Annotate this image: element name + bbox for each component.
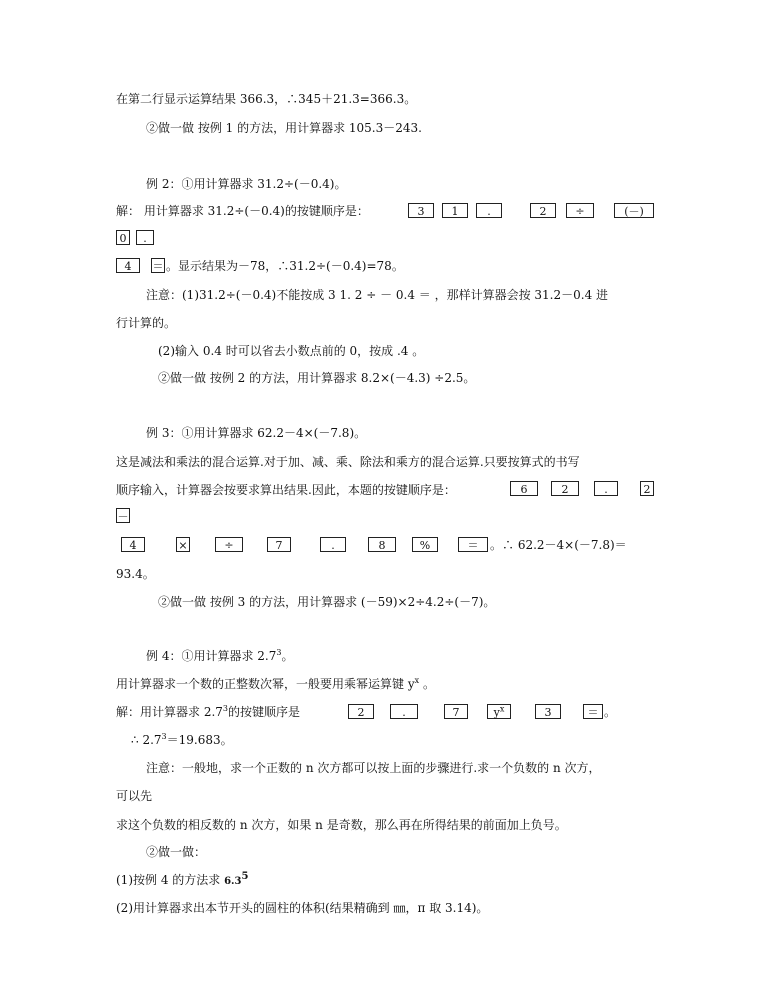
example-heading: 例 3：①用计算器求 62.2－4×(－7.8)。 <box>146 426 367 440</box>
key-1: 1 <box>442 203 468 218</box>
note-line: 注意：一般地，求一个正数的 n 次方都可以按上面的步骤进行.求一个负数的 n 次方， <box>146 761 601 775</box>
text-line: ②做一做 按例 3 的方法，用计算器求 (－59)×2÷4.2÷(－7)。 <box>158 595 496 609</box>
text-line: ②做一做： <box>146 845 207 859</box>
key-divide: ÷ <box>215 537 243 552</box>
text-line: (2)用计算器求出本节开头的圆柱的体积(结果精确到 ㎜，π 取 3.14)。 <box>116 901 489 915</box>
key-0: 0 <box>116 230 130 245</box>
text-line: 求这个负数的相反数的 n 次方，如果 n 是奇数，那么再在所得结果的前面加上负号。 <box>116 818 567 832</box>
key-dot: . <box>390 704 418 719</box>
key-equals: ＝ <box>152 260 164 273</box>
text-line: (1)按例 4 的方法求 $6.3^5$ <box>116 871 249 887</box>
text-line: 93.4。 <box>116 567 155 581</box>
key-equals: ＝ <box>583 704 603 719</box>
text-line: 用计算器求一个数的正整数次幂，一般要用乘幂运算键 $y^x$ 。 <box>116 676 435 691</box>
key-3: 3 <box>535 704 561 719</box>
text-line: 。 <box>604 705 617 719</box>
text-line: (2)输入 0.4 时可以省去小数点前的 0，按成 .4 。 <box>158 344 425 358</box>
key-7: 7 <box>267 537 291 552</box>
text-line: ②做一做 按例 2 的方法，用计算器求 8.2×(－4.3) ÷2.5。 <box>158 371 476 385</box>
key-dot: . <box>594 481 618 496</box>
key-8: 8 <box>368 537 396 552</box>
key-2: 2 <box>640 481 654 496</box>
text-line: ②做一做 按例 1 的方法，用计算器求 105.3－243. <box>146 121 422 135</box>
text-line: 在第二行显示运算结果 366.3，∴345＋21.3=366.3。 <box>116 92 417 106</box>
text-line: 。∴ 62.2－4×(－7.8)＝ <box>490 538 627 552</box>
text-line: 解：用计算器求 $2.7^3$的按键顺序是 <box>116 704 301 719</box>
key-negative: (－) <box>614 203 654 218</box>
text-line: 这是减法和乘法的混合运算.对于加、减、乘、除法和乘方的混合运算.只要按算式的书写 <box>116 455 580 469</box>
key-dot: . <box>136 230 154 245</box>
key-multiply: × <box>176 537 190 552</box>
note-line: 注意：(1)31.2÷(－0.4)不能按成 3 1. 2 ÷ － 0.4 ＝ ，那样计算器会按 31.2－0.4 进 <box>146 288 609 302</box>
key-7: 7 <box>444 704 468 719</box>
key-2: 2 <box>551 481 579 496</box>
text-line: 解： 用计算器求 31.2÷(－0.4)的按键顺序是： <box>116 204 369 218</box>
key-divide: ÷ <box>566 203 594 218</box>
key-percent: % <box>412 537 438 552</box>
key-minus: － <box>117 510 129 523</box>
key-power: $y^x$ <box>487 704 511 719</box>
key-4: 4 <box>116 258 140 273</box>
text-line: ∴ $2.7^3=19.683$。 <box>131 732 233 747</box>
example-heading: 例 4：①用计算器求 $2.7^3$。 <box>146 648 294 663</box>
text-line: 可以先 <box>116 789 153 803</box>
key-2: 2 <box>530 203 556 218</box>
example-heading: 例 2：①用计算器求 31.2÷(－0.4)。 <box>146 177 347 191</box>
key-dot: . <box>476 203 502 218</box>
text-line: 顺序输入，计算器会按要求算出结果.因此，本题的按键顺序是： <box>116 483 456 497</box>
text-line: 行计算的。 <box>116 316 177 330</box>
key-6: 6 <box>510 481 538 496</box>
key-3: 3 <box>408 203 434 218</box>
key-equals: ＝ <box>458 537 488 552</box>
key-4: 4 <box>121 537 145 552</box>
key-dot: . <box>320 537 346 552</box>
key-2: 2 <box>348 704 374 719</box>
text-line: 。显示结果为－78，∴31.2÷(－0.4)=78。 <box>166 259 404 273</box>
